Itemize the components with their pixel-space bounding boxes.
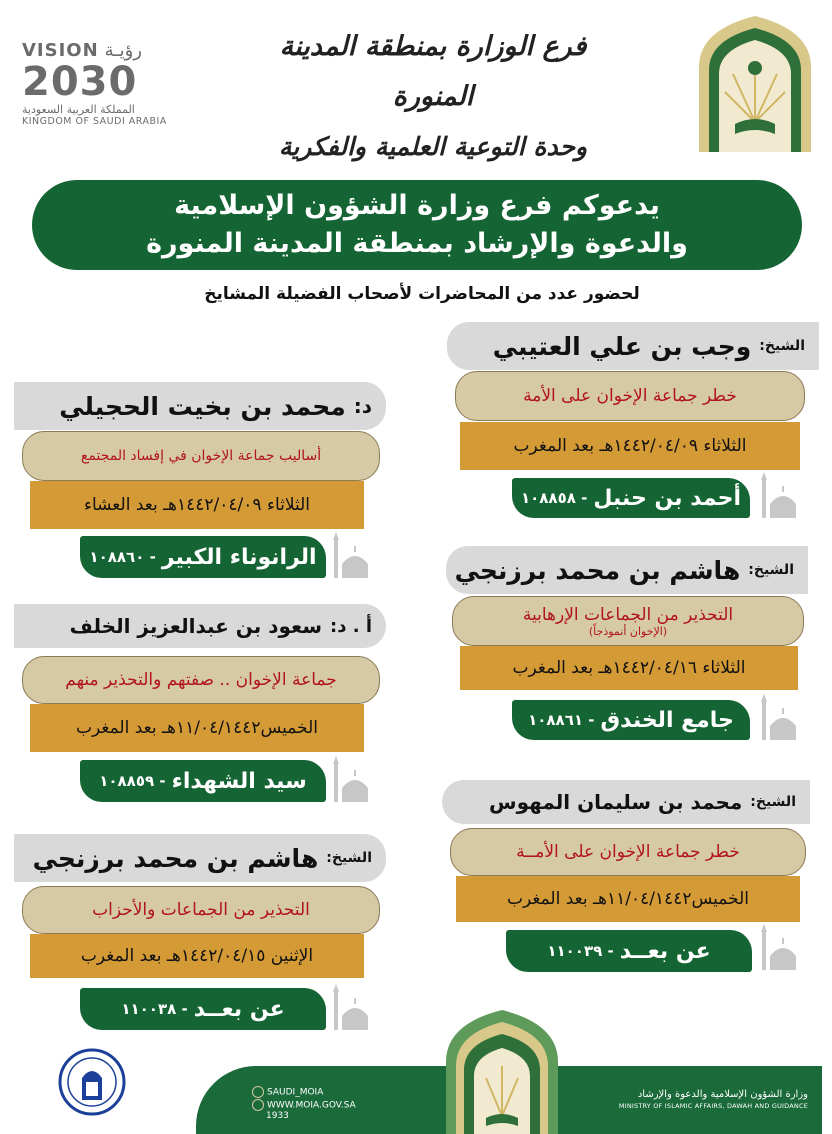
banner-line-2: والدعوة والإرشاد بمنطقة المدينة المنورة (146, 228, 688, 259)
topic-text: التحذير من الجماعات الإرهابية (522, 604, 734, 625)
topic-text: خطر جماعة الإخوان على الأمة (523, 386, 737, 406)
speaker-title: الشيخ: (326, 850, 372, 866)
web-icon[interactable] (252, 1099, 264, 1111)
location-name: الرانوناء الكبير (161, 544, 317, 570)
lecture-topic (22, 656, 380, 704)
mosque-icon (756, 470, 804, 518)
branch-calligraphy-title (268, 22, 598, 161)
phone-number: 1933 (266, 1111, 289, 1121)
ministry-footer-emblem-icon (442, 1008, 562, 1134)
mosque-icon (756, 922, 804, 970)
vision-en-text: VISION (22, 40, 99, 61)
mosque-icon (328, 530, 376, 578)
website-link[interactable]: WWW.MOIA.GOV.SA (267, 1100, 356, 1110)
ministry-emblem-icon (695, 12, 815, 152)
lecture-location (512, 700, 750, 740)
invitation-banner (32, 180, 802, 270)
topic-text: خطر جماعة الإخوان على الأمــة (516, 842, 740, 862)
vision-ar-text: رؤيـة (104, 40, 142, 61)
speaker-name: هاشم بن محمد برزنجي (454, 555, 741, 585)
kingdom-ar-text: المملكة العربية السعودية (22, 103, 135, 116)
speaker-title: الشيخ: (750, 794, 796, 810)
speaker-name: محمد بن بخيت الحجيلي (59, 391, 346, 421)
speaker-name: سعود بن عبدالعزيز الخلف (69, 614, 323, 638)
lecture-topic (452, 596, 804, 646)
footer-contact (252, 1086, 356, 1122)
location-name: عن بعــد (619, 938, 711, 964)
lecture-topic (455, 371, 805, 421)
twitter-icon[interactable] (252, 1086, 264, 1098)
lecture-topic (450, 828, 806, 876)
vision-year: 2030 (22, 59, 138, 105)
speaker-name: محمد بن سليمان المهوس (489, 790, 743, 814)
lecture-topic (22, 431, 380, 481)
social-handle[interactable]: SAUDI_MOIA (267, 1087, 324, 1098)
location-name: أحمد بن حنبل (593, 485, 742, 511)
lecture-location (80, 760, 326, 802)
location-code: - ١٠٨٨٥٩ (99, 772, 166, 790)
lecture-date-time: الثلاثاء ١٤٤٢/٠٤/٠٩هـ بعد العشاء (30, 481, 364, 529)
calligraphy-line-1: فرع الوزارة بمنطقة المدينة المنورة (279, 31, 587, 112)
ministry-name-ar: وزارة الشؤون الإسلامية والدعوة والإرشاد (637, 1089, 808, 1100)
speaker-name-bar (14, 382, 386, 430)
location-code: - ١٠٨٨٦٠ (89, 548, 156, 566)
banner-line-1: يدعوكم فرع وزارة الشؤون الإسلامية (174, 190, 660, 221)
lecture-location (80, 536, 326, 578)
lecture-date-time: الثلاثاء ١٤٤٢/٠٤/١٦هـ بعد المغرب (460, 646, 798, 690)
calligraphy-line-2: وحدة التوعية العلمية والفكرية (278, 132, 588, 161)
lecture-location (506, 930, 752, 972)
lecture-date-time: الإثنين ١٤٤٢/٠٤/١٥هـ بعد المغرب (30, 934, 364, 978)
mosque-icon (328, 754, 376, 802)
lecture-date-time: الخميس١١/٠٤/١٤٤٢هـ بعد المغرب (30, 704, 364, 752)
topic-text: أساليب جماعة الإخوان في إفساد المجتمع (80, 448, 322, 464)
footer-ministry-name (578, 1088, 808, 1111)
speaker-title: د: (353, 394, 372, 418)
location-code: - ١١٠٠٣٨ (121, 1000, 188, 1018)
speaker-name: وجب بن علي العتيبي (492, 331, 752, 361)
lecture-location (512, 478, 750, 518)
topic-text: جماعة الإخوان .. صفتهم والتحذير منهم (65, 670, 337, 690)
speaker-name-bar (447, 322, 819, 370)
topic-note: (الإخوان أنموذجاً) (588, 624, 668, 638)
lecture-location (80, 988, 326, 1030)
mosque-icon (756, 692, 804, 740)
lecture-date-time: الثلاثاء ١٤٤٢/٠٤/٠٩هـ بعد المغرب (460, 422, 800, 470)
lecture-date-time: الخميس١١/٠٤/١٤٤٢هـ بعد المغرب (456, 876, 800, 922)
awareness-unit-seal-icon (58, 1048, 126, 1116)
speaker-name-bar (14, 604, 386, 648)
speaker-title: الشيخ: (759, 338, 805, 354)
location-name: جامع الخندق (600, 707, 734, 733)
kingdom-en-text: KINGDOM OF SAUDI ARABIA (22, 116, 167, 127)
lecture-topic (22, 886, 380, 934)
speaker-name-bar (14, 834, 386, 882)
speaker-name-bar (442, 780, 810, 824)
vision-2030-logo (22, 40, 192, 140)
speaker-title: أ . د: (330, 615, 372, 637)
speaker-title: الشيخ: (748, 562, 794, 578)
location-code: - ١٠٨٨٥٨ (520, 489, 588, 507)
invitation-subtitle: لحضور عدد من المحاضرات لأصحاب الفضيلة المشايخ (204, 284, 640, 304)
location-name: سيد الشهداء (171, 768, 307, 794)
location-code: - ١٠٨٨٦١ (528, 711, 595, 729)
speaker-name-bar (446, 546, 808, 594)
mosque-icon (328, 982, 376, 1030)
location-code: - ١١٠٠٣٩ (547, 942, 614, 960)
ministry-name-en: MINISTRY OF ISLAMIC AFFAIRS, DAWAH AND GUIDANCE (618, 1102, 808, 1110)
topic-text: التحذير من الجماعات والأحزاب (92, 900, 310, 920)
location-name: عن بعــد (193, 996, 285, 1022)
speaker-name: هاشم بن محمد برزنجي (32, 843, 319, 873)
